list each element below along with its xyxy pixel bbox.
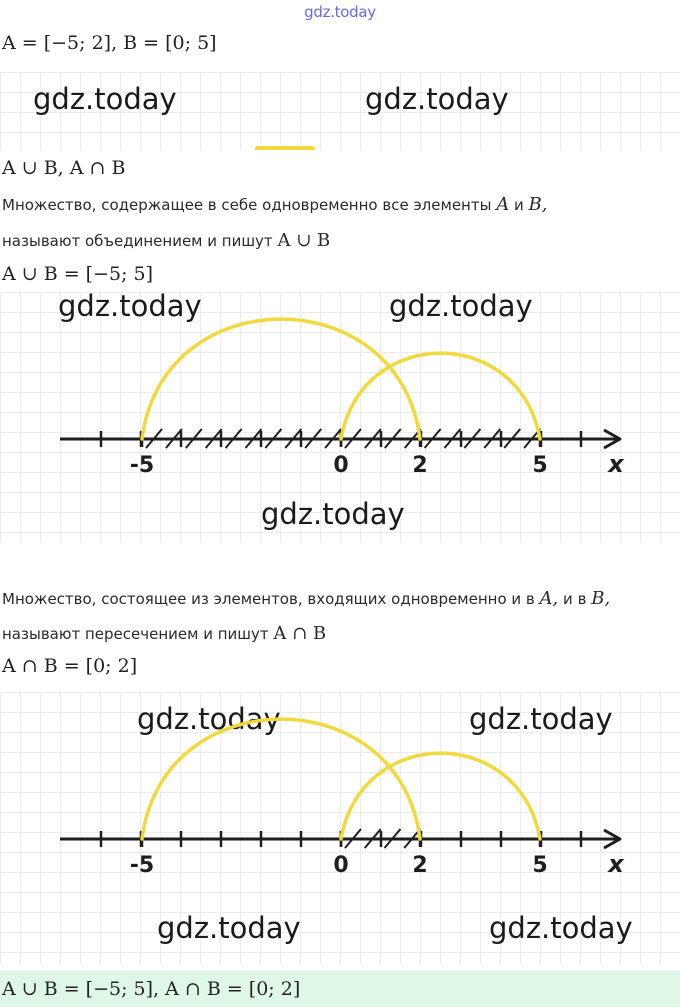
axis-label: x — [608, 850, 624, 878]
union-number-line — [0, 292, 680, 542]
watermark: gdz.today — [389, 289, 533, 323]
union-chart-panel — [0, 289, 680, 542]
union-symbol: A ∪ B — [277, 230, 331, 251]
union-definition-B: B, — [528, 194, 548, 215]
arc-B — [341, 753, 540, 839]
intersection-definition-text2: называют пересечением и пишут — [2, 625, 269, 643]
tick-label: -5 — [129, 453, 155, 478]
watermark: gdz.today — [365, 82, 509, 116]
intersection-result: A ∩ B = [0; 2] — [2, 655, 138, 677]
axis-label: x — [608, 450, 624, 478]
intersection-definition-line2 — [2, 623, 326, 644]
tick-label: 2 — [412, 853, 428, 878]
intersection-definition-text: Множество, состоящее из элементов, входящих одновременно и в — [2, 590, 535, 608]
arc-A — [142, 719, 420, 839]
tick-label: 5 — [532, 453, 548, 478]
tick-label: 0 — [333, 453, 349, 478]
union-definition-A: A — [496, 194, 510, 215]
tick-label: 5 — [532, 853, 548, 878]
watermark-panel-top — [0, 72, 680, 150]
union-definition-text: Множество, содержащее в себе одновременно все элементы — [2, 196, 492, 214]
union-definition-line2 — [2, 230, 330, 251]
tick-label: -5 — [129, 853, 155, 878]
union-definition-text2: называют объединением и пишут — [2, 232, 273, 250]
watermark: gdz.today — [58, 289, 202, 323]
watermark: gdz.today — [489, 911, 633, 945]
given-sets: A = [−5; 2], B = [0; 5] — [2, 32, 217, 54]
intersection-definition-and: и в — [563, 590, 587, 608]
union-definition-and: и — [514, 196, 524, 214]
answer-text: A ∪ B = [−5; 5], A ∩ B = [0; 2] — [2, 978, 301, 1000]
watermark: gdz.today — [33, 82, 177, 116]
arc-B — [341, 353, 540, 439]
watermark: gdz.today — [261, 497, 405, 531]
arc-fragment — [255, 146, 315, 150]
task-line: A ∪ B, A ∩ B — [2, 157, 126, 179]
watermark: gdz.today — [137, 702, 281, 736]
tick-label: 2 — [412, 453, 428, 478]
intersection-definition-line1 — [2, 588, 610, 609]
intersection-definition-B: B, — [591, 588, 611, 609]
site-watermark: gdz.today — [304, 3, 376, 21]
union-result: A ∪ B = [−5; 5] — [2, 263, 154, 285]
union-definition-line1 — [2, 194, 547, 215]
arc-A — [142, 319, 420, 439]
intersection-symbol: A ∩ B — [273, 623, 327, 644]
tick-label: 0 — [333, 853, 349, 878]
answer-bar — [0, 971, 680, 1007]
intersection-definition-A: A, — [539, 588, 559, 609]
watermark: gdz.today — [157, 911, 301, 945]
watermark: gdz.today — [469, 702, 613, 736]
intersection-number-line — [0, 692, 680, 964]
intersection-chart-panel — [0, 692, 680, 964]
